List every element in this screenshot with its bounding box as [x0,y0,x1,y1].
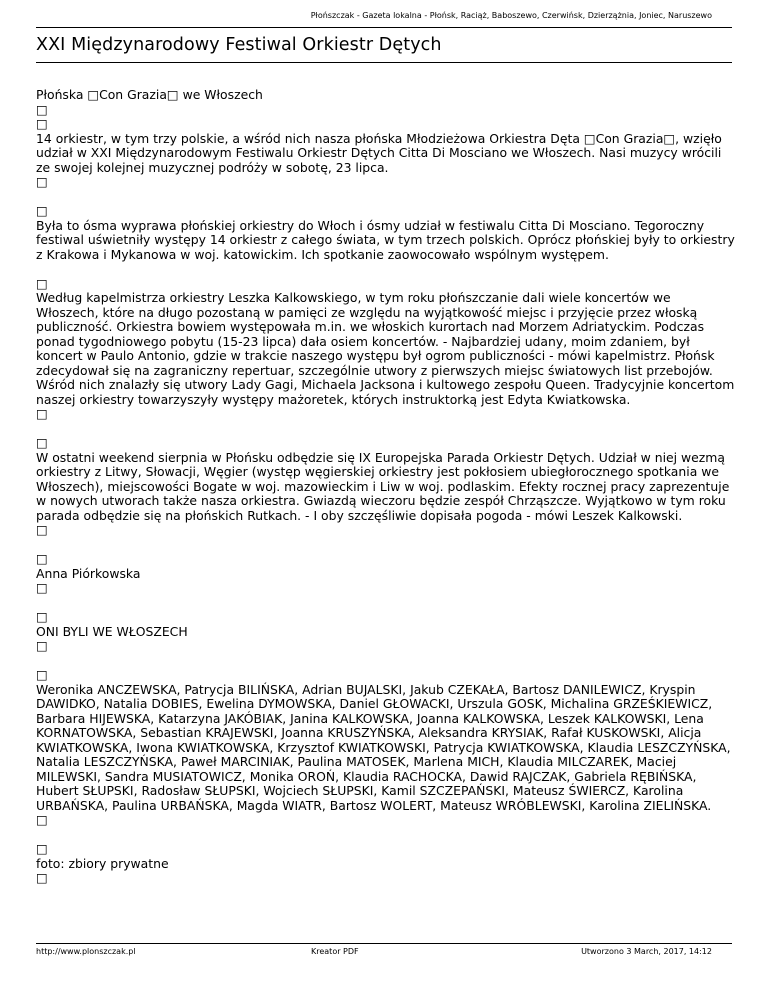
footer-divider [36,943,732,944]
paragraph: 14 orkiestr, w tym trzy polskie, a wśród nich nasza płońska Młodzieżowa Orkiestra Dęta □Con Grazia□, wzięło udział w XXI Międzynarodowym Festiwalu Orkiestr Dętych Citta Di Mosciano we Włoszech. Nasi muzycy wrócili ze swojej kolejnej muzycznej podróży w sobotę, 23 lipca. [36,130,722,175]
participants-list: Weronika ANCZEWSKA, Patrycja BILIŃSKA, Adrian BUJALSKI, Jakub CZEKAŁA, Bartosz DANILEWICZ, Kryspin DAWIDKO, Natalia DOBIES, Ewelina DYMOWSKA, Daniel GŁOWACKI, Urszula GOSK, Michalina GRZEŚKIEWICZ, Barbara HIJEWSKA, Katarzyna JAKÓBIAK, Janina KALKOWSKA, Joanna KALKOWSKA, Leszek KALKOWSKI, Lena KORNATOWSKA, Sebastian KRAJEWSKI, Joanna KRUSZYŃSKA, Aleksandra KRYSIAK, Rafał KUSKOWSKI, Alicja KWIATKOWSKA, Iwona KWIATKOWSKA, Krzysztof KWIATKOWSKI, Patrycja KWIATKOWSKA, Klaudia LESZCZYŃSKA, Natalia LESZCZYŃSKA, Paweł MARCINIAK, Paulina MATOSEK, Marlena MICH, Klaudia MILCZAREK, Maciej MILEWSKI, Sandra MUSIATOWICZ, Monika OROŃ, Klaudia RACHOCKA, Dawid RAJCZAK, Gabriela RĘBIŃSKA, Hubert SŁUPSKI, Radosław SŁUPSKI, Wojciech SŁUPSKI, Kamil SZCZEPAŃSKI, Mateusz ŚWIERCZ, Karolina URBAŃSKA, Paulina URBAŃSKA, Magda WIATR, Bartosz WOLERT, Mateusz WRÓBLEWSKI, Karolina ZIELIŃSKA. [36,681,731,813]
article-title: XXI Międzynarodowy Festiwal Orkiestr Dętych [36,35,442,55]
missing-glyph: □ [36,841,48,856]
photo-credit: foto: zbiory prywatne [36,855,169,871]
paragraph: Była to ósma wyprawa płońskiej orkiestry do Włoch i ósmy udział w festiwalu Citta Di Mosciano. Tegoroczny festiwal uświetniły występy 14 orkiestr z całego świata, w tym trzech polskich. Oprócz płońskiej były to orkiestry z Krakowa i Mykanowa w woj. katowickim. Ich spotkanie zaowocowało wspólnym występem. [36,217,735,262]
missing-glyph: □ [36,870,48,885]
missing-glyph: □ [36,667,48,682]
missing-glyph: □ [36,101,48,117]
site-tagline: Płońszczak - Gazeta lokalna - Płońsk, Raciąż, Baboszewo, Czerwińsk, Dzierzążnia, Joniec, Naruszewo [310,11,712,20]
missing-glyph: □ [36,638,48,653]
missing-glyph: □ [36,522,48,537]
missing-glyph: □ [36,203,48,218]
paragraph: Według kapelmistrza orkiestry Leszka Kalkowskiego, w tym roku płońszczanie dali wiele koncertów we Włoszech, które na długo pozostaną w pamięci ze względu na wyjątkowość miejsc i przyjęcie przez włoską publiczność. Orkiestra bowiem występowała m.in. we włoskich kurortach nad Morzem Adriatyckim. Podczas ponad tygodniowego pobytu (15-23 lipca) dała osiem koncertów. - Najbardziej udany, moim zdaniem, był koncert w Paulo Antonio, gdzie w trakcie naszego występu był ogrom publiczności - mówi kapelmistrz. Płońsk zdecydował się na zagraniczny repertuar, szczególnie utwory z pierwszych miejsc światowych list przebojów. Wśród nich znalazły się utwory Lady Gagi, Michaela Jacksona i kultowego zespołu Queen. Tradycyjnie koncertom naszej orkiestry towarzyszyły występy mażoretek, których instruktorką jest Edyta Kwiatkowska. [36,290,735,407]
footer-url[interactable]: http://www.plonszczak.pl [36,947,136,956]
missing-glyph: □ [36,406,48,421]
missing-glyph: □ [36,116,48,131]
missing-glyph: □ [36,275,48,291]
missing-glyph: □ [36,435,48,450]
lead-line: Płońska □Con Grazia□ we Włoszech [36,87,263,102]
missing-glyph: □ [36,580,48,595]
header-divider [36,27,732,28]
article-body [36,88,736,886]
footer-created-date: Utworzono 3 March, 2017, 14:12 [581,947,712,956]
missing-glyph: □ [36,551,48,566]
participants-heading: ONI BYLI WE WŁOSZECH [36,623,188,639]
missing-glyph: □ [36,812,48,827]
footer-generator: Kreator PDF [311,947,359,956]
title-divider [36,62,732,63]
author: Anna Piórkowska [36,565,141,581]
missing-glyph: □ [36,174,48,189]
missing-glyph: □ [36,609,48,624]
paragraph: W ostatni weekend sierpnia w Płońsku odbędzie się IX Europejska Parada Orkiestr Dętych. Udział w niej wezmą orkiestry z Litwy, Słowacji, Węgier (występ węgierskiej orkiestry jest pokłosiem ubiegłorocznego spotkania we Włoszech), miejscowości Bogate w woj. mazowieckim i Liw w woj. podlaskim. Efekty rocznej pracy zaprezentuje w nowych utworach także nasza orkiestra. Gwiazdą wieczoru będzie zespół Chrząszcze. Wyjątkowo w tym roku parada odbędzie się na płońskich Rutkach. - I oby szczęśliwie dopisała pogoda - mówi Leszek Kalkowski. [36,449,730,523]
